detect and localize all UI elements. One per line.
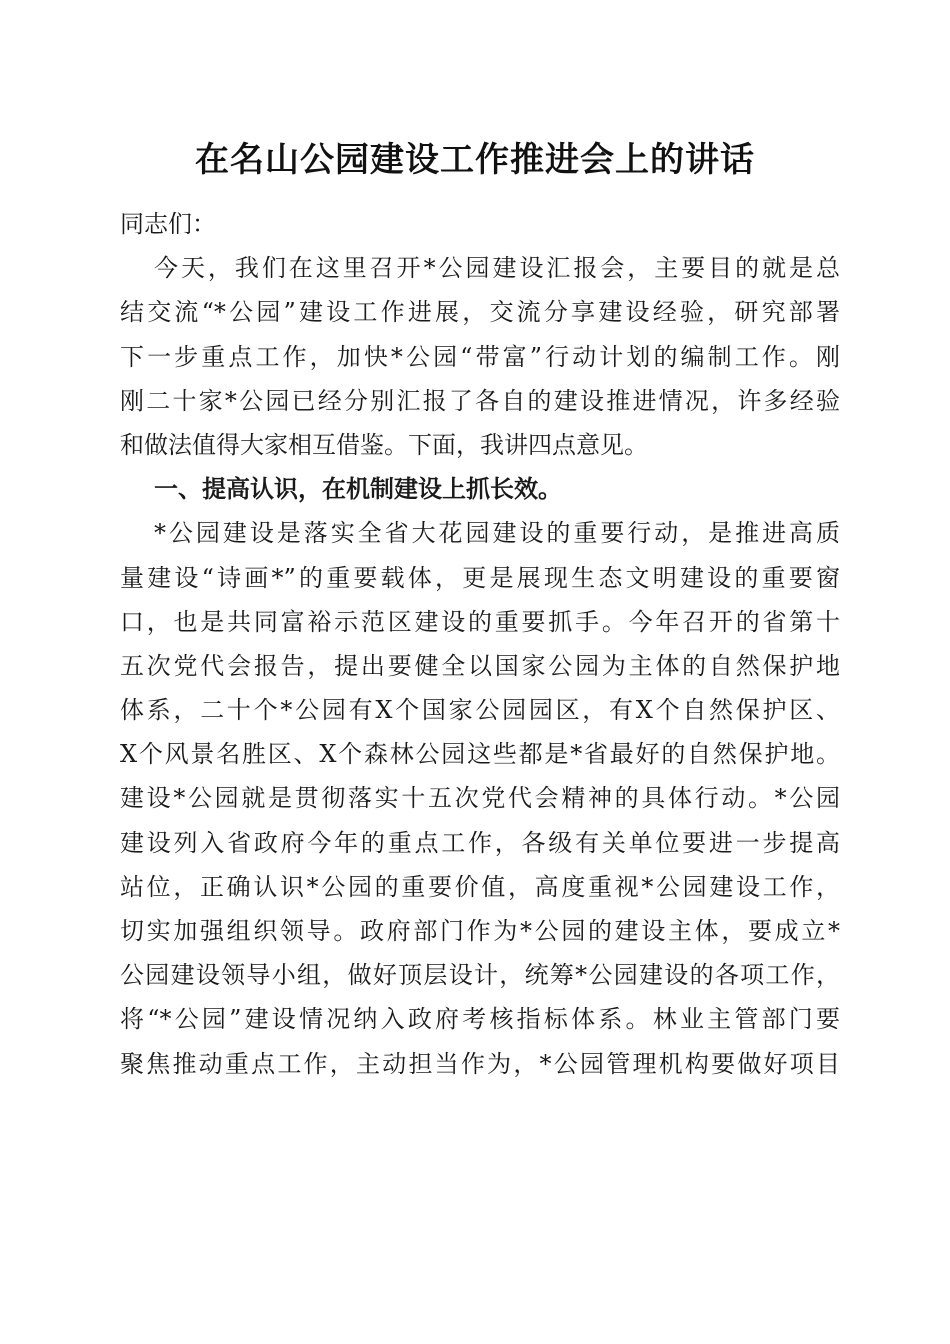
paragraph-section-one	[120, 511, 840, 1085]
paragraph-line: 体系，二十个*公园有X个国家公园园区，有X个自然保护区、	[120, 696, 840, 725]
paragraph-line: 聚焦推动重点工作，主动担当作为，*公园管理机构要做好项目	[120, 1049, 840, 1078]
section-heading: 一、提高认识，在机制建设上抓长效。	[154, 475, 562, 504]
paragraph-line: 量建设“诗画*”的重要载体，更是展现生态文明建设的重要窗	[120, 563, 840, 592]
document-body	[120, 202, 840, 1086]
paragraph-line: 建设*公园就是贯彻落实十五次党代会精神的具体行动。*公园	[120, 784, 840, 813]
paragraph-line: 结交流“*公园”建设工作进展，交流分享建设经验，研究部署	[120, 298, 840, 327]
paragraph-line: 站位，正确认识*公园的重要价值，高度重视*公园建设工作，	[120, 872, 840, 901]
paragraph-line: 五次党代会报告，提出要健全以国家公园为主体的自然保护地	[120, 651, 840, 680]
paragraph-line: 今天，我们在这里召开*公园建设汇报会，主要目的就是总	[154, 254, 840, 283]
paragraph-line: 切实加强组织领导。政府部门作为*公园的建设主体，要成立*	[120, 917, 840, 945]
salutation: 同志们：	[120, 210, 216, 238]
paragraph-intro	[120, 246, 840, 467]
paragraph-line: 口，也是共同富裕示范区建设的重要抓手。今年召开的省第十	[120, 607, 840, 636]
paragraph-line: 建设列入省政府今年的重点工作，各级有关单位要进一步提高	[120, 828, 840, 857]
paragraph-line: 刚二十家*公园已经分别汇报了各自的建设推进情况，许多经验	[120, 386, 840, 415]
paragraph-line: 将“*公园”建设情况纳入政府考核指标体系。林业主管部门要	[120, 1005, 840, 1034]
paragraph-line: 公园建设领导小组，做好顶层设计，统筹*公园建设的各项工作，	[120, 961, 840, 990]
paragraph-line: 下一步重点工作，加快*公园“带富”行动计划的编制工作。刚	[120, 342, 840, 371]
paragraph-line: 和做法值得大家相互借鉴。下面，我讲四点意见。	[120, 430, 648, 459]
paragraph-line: X个风景名胜区、X个森林公园这些都是*省最好的自然保护地。	[120, 740, 840, 769]
document-title: 在名山公园建设工作推进会上的讲话	[195, 140, 755, 180]
paragraph-line: *公园建设是落实全省大花园建设的重要行动，是推进高质	[154, 519, 840, 548]
